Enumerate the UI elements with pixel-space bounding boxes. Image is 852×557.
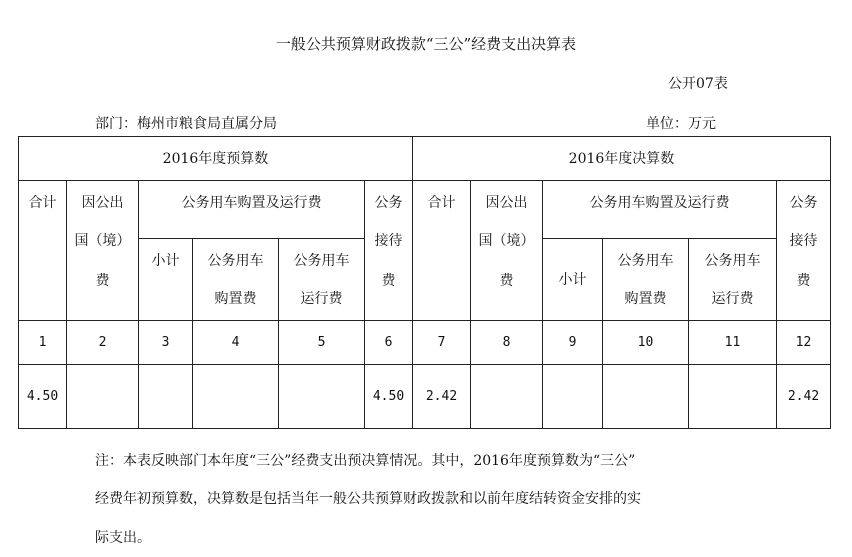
budget-total-header: 合计 (19, 181, 67, 321)
report-title: 一般公共预算财政拨款“三公”经费支出决算表 (275, 35, 577, 53)
note-line-2: 经费年初预算数，决算数是包括当年一般公共预算财政拨款和以前年度结转资金安排的实 (95, 491, 641, 507)
column-number: 12 (777, 321, 831, 365)
column-number: 9 (543, 321, 603, 365)
three-public-expense-table (18, 136, 831, 429)
budget-car-header: 公务用车购置及运行费 (139, 181, 365, 239)
budget-car-purchase-header: 公务用车 购置费 (193, 239, 279, 321)
budget-reception-value: 4.50 (365, 365, 413, 429)
budget-group-header: 2016年度预算数 (19, 137, 413, 181)
final-total-header: 合计 (413, 181, 471, 321)
final-car-operation-header: 公务用车 运行费 (689, 239, 777, 321)
column-number: 5 (279, 321, 365, 365)
budget-car-purchase-value (193, 365, 279, 429)
final-abroad-header: 因公出 国（境） 费 (471, 181, 543, 321)
column-number: 2 (67, 321, 139, 365)
column-number: 7 (413, 321, 471, 365)
department-label: 部门：梅州市粮食局直属分局 (95, 116, 277, 132)
budget-abroad-header: 因公出 国（境） 费 (67, 181, 139, 321)
column-number: 3 (139, 321, 193, 365)
final-car-header: 公务用车购置及运行费 (543, 181, 777, 239)
note-line-3: 际支出。 (95, 530, 151, 546)
final-subtotal-value (543, 365, 603, 429)
final-subtotal-header: 小计 (543, 239, 603, 321)
final-car-purchase-header: 公务用车 购置费 (603, 239, 689, 321)
budget-car-operation-header: 公务用车 运行费 (279, 239, 365, 321)
column-number: 1 (19, 321, 67, 365)
final-abroad-value (471, 365, 543, 429)
budget-subtotal-header: 小计 (139, 239, 193, 321)
budget-subtotal-value (139, 365, 193, 429)
column-number: 4 (193, 321, 279, 365)
column-number: 11 (689, 321, 777, 365)
unit-label: 单位：万元 (646, 116, 716, 132)
final-total-value: 2.42 (413, 365, 471, 429)
final-car-purchase-value (603, 365, 689, 429)
column-number: 10 (603, 321, 689, 365)
budget-abroad-value (67, 365, 139, 429)
final-reception-header: 公务 接待 费 (777, 181, 831, 321)
final-group-header: 2016年度决算数 (413, 137, 831, 181)
column-number: 6 (365, 321, 413, 365)
budget-total-value: 4.50 (19, 365, 67, 429)
final-reception-value: 2.42 (777, 365, 831, 429)
column-number: 8 (471, 321, 543, 365)
table-number: 公开07表 (668, 76, 728, 92)
note-line-1: 注：本表反映部门本年度“三公”经费支出预决算情况。其中，2016年度预算数为“三公” (95, 453, 636, 469)
budget-car-operation-value (279, 365, 365, 429)
budget-reception-header: 公务 接待 费 (365, 181, 413, 321)
final-car-operation-value (689, 365, 777, 429)
